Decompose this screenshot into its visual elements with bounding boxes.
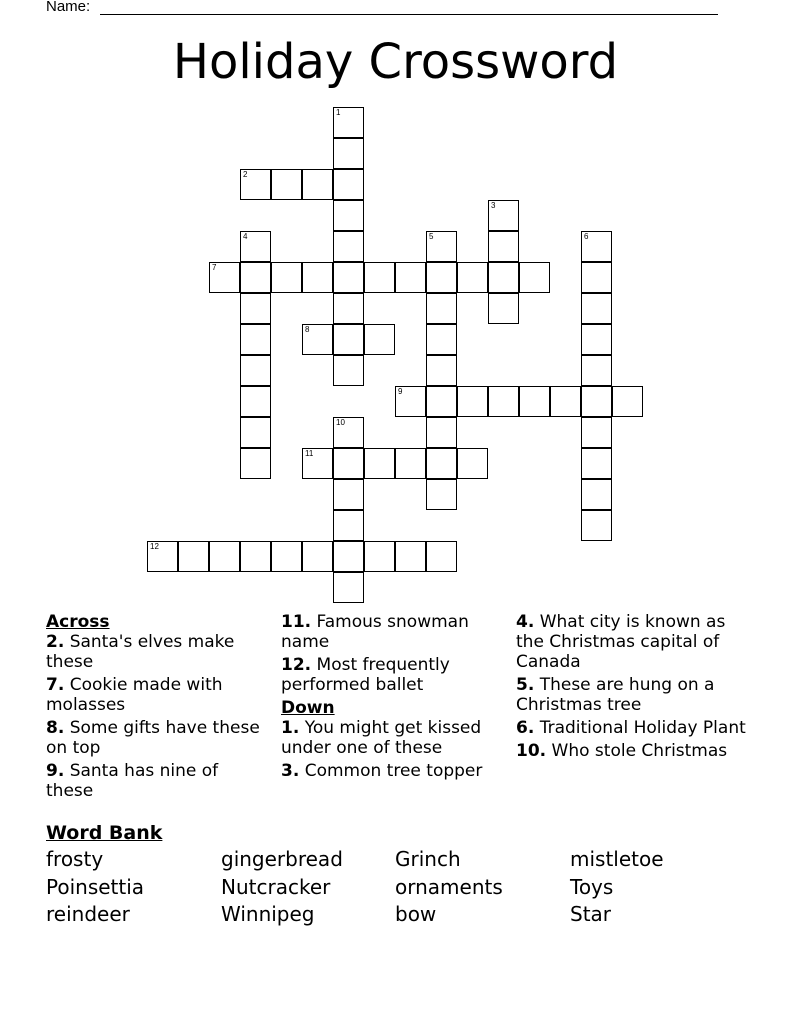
word-bank-item: Grinch — [395, 847, 461, 871]
grid-cell[interactable] — [333, 448, 364, 479]
word-bank-item: Poinsettia — [46, 875, 145, 899]
grid-cell[interactable] — [364, 262, 395, 293]
grid-cell[interactable] — [426, 293, 457, 324]
clue-column-3 — [516, 612, 746, 764]
grid-cell[interactable] — [612, 386, 643, 417]
grid-cell[interactable] — [240, 448, 271, 479]
word-bank-item: ornaments — [395, 875, 503, 899]
grid-cell[interactable] — [240, 386, 271, 417]
grid-cell[interactable] — [147, 541, 178, 572]
grid-cell[interactable] — [457, 262, 488, 293]
grid-cell[interactable] — [581, 448, 612, 479]
grid-cell[interactable] — [581, 355, 612, 386]
clue-across-7: 7. Cookie made with molasses — [46, 675, 223, 715]
clue-column-1 — [46, 612, 264, 804]
grid-cell[interactable] — [426, 262, 457, 293]
grid-cell[interactable] — [488, 231, 519, 262]
grid-cell[interactable] — [395, 262, 426, 293]
grid-cell[interactable] — [581, 479, 612, 510]
clue-number: 6 — [584, 232, 589, 241]
clue-down-10: 10. Who stole Christmas — [516, 741, 728, 761]
grid-cell[interactable] — [426, 355, 457, 386]
grid-cell[interactable] — [240, 169, 271, 200]
name-label: Name: — [46, 0, 91, 15]
clue-down-1: 1. You might get kissed under one of these — [281, 718, 482, 758]
grid-cell[interactable] — [271, 541, 302, 572]
grid-cell[interactable] — [333, 417, 364, 448]
grid-cell[interactable] — [333, 355, 364, 386]
grid-cell[interactable] — [550, 386, 581, 417]
word-bank-item: reindeer — [46, 902, 130, 926]
grid-cell[interactable] — [333, 169, 364, 200]
grid-cell[interactable] — [364, 324, 395, 355]
clue-number: 2 — [243, 170, 248, 179]
grid-cell[interactable] — [240, 324, 271, 355]
grid-cell[interactable] — [426, 417, 457, 448]
clue-across-12: 12. Most frequently performed ballet — [281, 655, 450, 695]
grid-cell[interactable] — [240, 355, 271, 386]
grid-cell[interactable] — [333, 138, 364, 169]
grid-cell[interactable] — [333, 231, 364, 262]
grid-cell[interactable] — [426, 386, 457, 417]
grid-cell[interactable] — [426, 231, 457, 262]
clue-down-3: 3. Common tree topper — [281, 761, 483, 781]
word-bank-item: bow — [395, 902, 437, 926]
grid-cell[interactable] — [240, 541, 271, 572]
down-heading: Down — [281, 698, 335, 718]
clue-across-11: 11. Famous snowman name — [281, 612, 469, 652]
clue-down-5: 5. These are hung on a Christmas tree — [516, 675, 715, 715]
grid-cell[interactable] — [333, 107, 364, 138]
word-bank-item: frosty — [46, 847, 104, 871]
grid-cell[interactable] — [333, 541, 364, 572]
clue-number: 9 — [398, 387, 403, 396]
grid-cell[interactable] — [302, 262, 333, 293]
grid-cell[interactable] — [240, 262, 271, 293]
across-heading: Across — [46, 612, 110, 632]
clue-down-4: 4. What city is known as the Christmas capital of Canada — [516, 612, 726, 672]
clue-number: 12 — [150, 542, 159, 551]
clue-number: 5 — [429, 232, 434, 241]
grid-cell[interactable] — [364, 541, 395, 572]
grid-cell[interactable] — [178, 541, 209, 572]
grid-cell[interactable] — [581, 324, 612, 355]
grid-cell[interactable] — [581, 262, 612, 293]
grid-cell[interactable] — [302, 448, 333, 479]
clue-number: 1 — [336, 108, 341, 117]
word-bank-item: Star — [570, 902, 612, 926]
grid-cell[interactable] — [333, 324, 364, 355]
grid-cell[interactable] — [457, 386, 488, 417]
grid-cell[interactable] — [581, 231, 612, 262]
grid-cell[interactable] — [581, 417, 612, 448]
grid-cell[interactable] — [488, 200, 519, 231]
grid-cell[interactable] — [488, 262, 519, 293]
grid-cell[interactable] — [333, 479, 364, 510]
grid-cell[interactable] — [395, 386, 426, 417]
grid-cell[interactable] — [271, 262, 302, 293]
grid-cell[interactable] — [395, 541, 426, 572]
clue-number: 11 — [305, 449, 314, 458]
clue-across-2: 2. Santa's elves make these — [46, 632, 235, 672]
word-bank-item: Winnipeg — [221, 902, 315, 926]
grid-cell[interactable] — [581, 386, 612, 417]
grid-cell[interactable] — [581, 510, 612, 541]
grid-cell[interactable] — [333, 572, 364, 603]
grid-cell[interactable] — [457, 448, 488, 479]
grid-cell[interactable] — [519, 386, 550, 417]
grid-cell[interactable] — [209, 262, 240, 293]
word-bank-item: Nutcracker — [221, 875, 331, 899]
grid-cell[interactable] — [426, 541, 457, 572]
grid-cell[interactable] — [333, 200, 364, 231]
word-bank-item: mistletoe — [570, 847, 664, 871]
clue-across-9: 9. Santa has nine of these — [46, 761, 219, 801]
grid-cell[interactable] — [426, 448, 457, 479]
grid-cell[interactable] — [333, 510, 364, 541]
word-bank-item: Toys — [570, 875, 614, 899]
grid-cell[interactable] — [240, 293, 271, 324]
grid-cell[interactable] — [302, 541, 333, 572]
grid-cell[interactable] — [581, 293, 612, 324]
clue-across-8: 8. Some gifts have these on top — [46, 718, 260, 758]
grid-cell[interactable] — [209, 541, 240, 572]
clue-column-2 — [281, 612, 493, 784]
grid-cell[interactable] — [364, 448, 395, 479]
word-bank-heading: Word Bank — [46, 822, 163, 844]
grid-cell[interactable] — [302, 324, 333, 355]
grid-cell[interactable] — [240, 417, 271, 448]
grid-cell[interactable] — [302, 169, 333, 200]
clue-number: 10 — [336, 418, 345, 427]
word-bank-item: gingerbread — [221, 847, 343, 871]
grid-cell[interactable] — [426, 324, 457, 355]
grid-cell[interactable] — [333, 262, 364, 293]
clue-number: 8 — [305, 325, 310, 334]
clue-down-6: 6. Traditional Holiday Plant — [516, 718, 746, 738]
grid-cell[interactable] — [488, 293, 519, 324]
clue-number: 3 — [491, 201, 496, 210]
grid-cell[interactable] — [395, 448, 426, 479]
grid-cell[interactable] — [488, 386, 519, 417]
page-title: Holiday Crossword — [172, 34, 619, 90]
clue-number: 7 — [212, 263, 217, 272]
clue-number: 4 — [243, 232, 248, 241]
grid-cell[interactable] — [519, 262, 550, 293]
grid-cell[interactable] — [426, 479, 457, 510]
grid-cell[interactable] — [333, 293, 364, 324]
grid-cell[interactable] — [240, 231, 271, 262]
grid-cell[interactable] — [271, 169, 302, 200]
